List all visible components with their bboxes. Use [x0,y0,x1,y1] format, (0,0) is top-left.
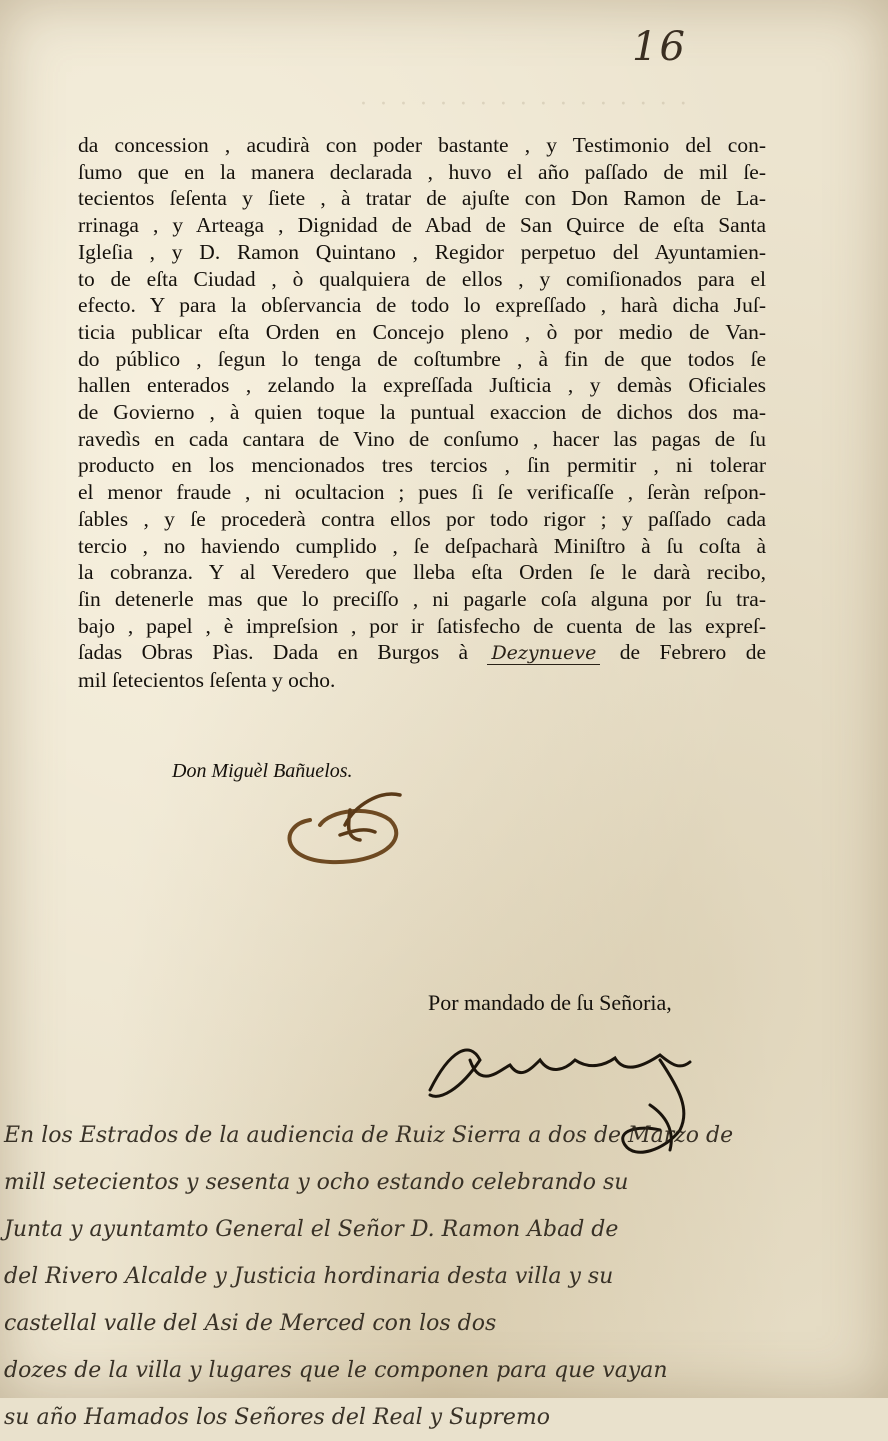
body-line: ſables , y ſe procederà contra ellos por todo rigor ; y paſſado cada [78,506,766,531]
body-line: da concession , acudirà con poder bastante , y Testimonio del con- [78,133,766,157]
body-line: ſin detenerle mas que lo preciſſo , ni pagarle coſa alguna por ſu tra- [78,586,766,611]
manuscript-line: En los Estrados de la audiencia de Ruiz Sierra a dos de Marzo de [4,1123,734,1148]
manuscript-line: del Rivero Alcalde y Justicia hordinaria desta villa y su [4,1264,614,1289]
manuscript-line: Junta y ayuntamto General el Señor D. Ramon Abad de [4,1217,619,1242]
body-line: ravedìs en cada cantara de Vino de conſumo , hacer las pagas de ſu [78,426,766,451]
order-phrase: Por mandado de ſu Señoria, [428,990,672,1015]
signature-rubric-flourish [270,780,420,880]
body-line: to de eſta Ciudad , ò qualquiera de ellos , y comiſionados para el [78,266,766,291]
body-line: hallen enterados , zelando la expreſſada Juſticia , y demàs Oficiales [78,373,766,398]
body-line: tecientos ſeſenta y ſiete , à tratar de ajuſte con Don Ramon de La- [78,186,766,211]
manuscript-line: castellal valle del Asi de Merced con los dos [4,1311,497,1336]
folio-number: 16 [632,24,687,70]
body-line: ſumo que en la manera declarada , huvo el año paſſado de mil ſe- [78,159,766,184]
body-line: bajo , papel , è impreſsion , por ir ſatisfecho de cuenta de las expreſ- [78,613,766,638]
body-line: rrinaga , y Arteaga , Dignidad de Abad de San Quirce de eſta Santa [78,213,766,238]
body-line: efecto. Y para la obſervancia de todo lo expreſſado , harà dicha Juſ- [78,293,766,318]
manuscript-line: dozes de la villa y lugares que le componen para que vayan [4,1358,668,1383]
body-line: do público , ſegun lo tenga de coſtumbre , à fin de que todos ſe [78,346,766,371]
body-line: producto en los mencionados tres tercios , ſin permitir , ni tolerar [78,453,766,478]
printed-body [78,132,766,694]
body-line: tercio , no haviendo cumplido , ſe deſpacharà Miniſtro à ſu coſta à [78,533,766,558]
body-line: de Govierno , à quien toque la puntual exaccion de dichos dos ma- [78,400,766,425]
body-line: mil ſetecientos ſeſenta y ocho. [78,668,336,693]
body-line [78,639,766,667]
body-line: el menor fraude , ni ocultacion ; pues ſi ſe verificaſſe , ſeràn reſpon- [78,480,766,505]
body-line-text: ſadas Obras Pìas. Dada en Burgos à [78,640,488,665]
body-line-tail: de Febrero de [600,640,766,665]
bleed-through-header: · · · · · · · · · · · · · · · · · [360,92,690,117]
body-line: ticia publicar eſta Orden en Concejo pleno , ò por medio de Van- [78,319,766,344]
body-line: Igleſia , y D. Ramon Quintano , Regidor perpetuo del Ayuntamien- [78,239,766,264]
body-line: la cobranza. Y al Veredero que lleba eſta Orden ſe le darà recibo, [78,560,766,585]
manuscript-line: mill setecientos y sesenta y ocho estando celebrando su [4,1170,629,1195]
manuscript-line: su año Hamados los Señores del Real y Supremo [4,1405,551,1430]
handwritten-date: Dezynueve [487,642,600,665]
handwritten-annotation [0,1112,888,1441]
signer-name: Don Miguèl Bañuelos. [172,760,353,782]
